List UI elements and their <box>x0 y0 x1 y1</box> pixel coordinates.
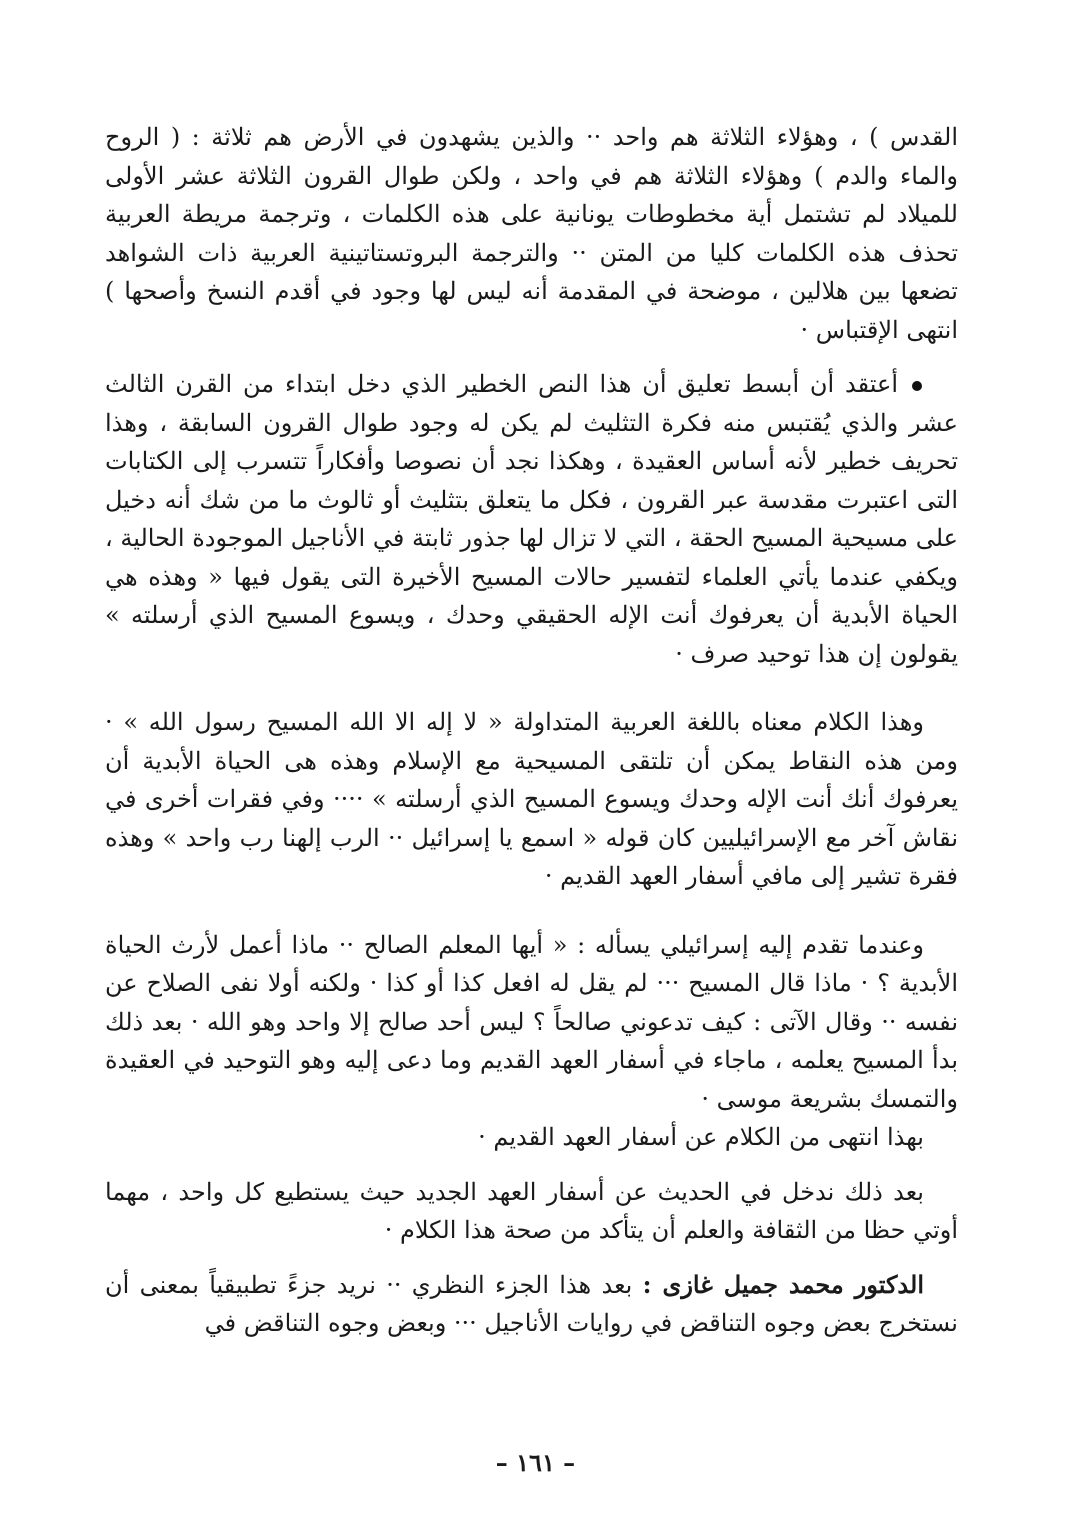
paragraph-new-testament: بعد ذلك ندخل في الحديث عن أسفار العهد الجديد حيث يستطيع كل واحد ، مهما أوتي حظا من الثقافة والعلم أن يتأكد من صحة هذا الكلام · <box>105 1177 958 1244</box>
paragraph-quote-end: القدس ) ، وهؤلاء الثلاثة هم واحد ·· والذين يشهدون في الأرض هم ثلاثة : ( الروح والماء والدم ) وهؤلاء الثلاثة هم في واحد ، ولكن طوال القرون الثلاثة عشر الأولى للميلاد لم تشتمل أية مخطوطات يونانية على هذه الكلمات ، وترجمة مريطة العربية تحذف هذه الكلمات كليا من المتن ·· والترجمة البروتستاتينية العربية ذات الشواهد تضعها بين هلالين ، موضحة في المقدمة أنه ليس لها وجود في أقدم النسخ وأصحها ) انتهى الإقتباس · <box>105 123 959 344</box>
page-number: – ١٦١ – <box>495 1448 576 1477</box>
text-body <box>105 118 958 1343</box>
paragraph-bullet-text: أعتقد أن أبسط تعليق أن هذا النص الخطير الذي دخل ابتداء من القرن الثالث عشر والذي يُقتبس منه فكرة التثليث لم يكن له وجود طوال القرون السابقة ، وهذا تحريف خطير لأنه أساس العقيدة ، وهكذا نجد أن نصوصا وأفكاراً تتسرب إلى الكتابات التى اعتبرت مقدسة عبر القرون ، فكل ما يتعلق بتثليث أو ثالوث ما من شك أنه دخيل على مسيحية المسيح الحقة ، التي لا تزال لها جذور ثابتة في الأناجيل الموجودة الحالية ، ويكفي عندما يأتي العلماء لتفسير حالات المسيح الأخيرة التى يقول فيها « وهذه هي الحياة الأبدية أن يعرفوك أنت الإله الحقيقي وحدك ، ويسوع المسيح الذي أرسلته » يقولون إن هذا توحيد صرف · <box>105 370 958 668</box>
paragraph-arabic-meaning: وهذا الكلام معناه باللغة العربية المتداولة « لا إله الا الله المسيح رسول الله » · ومن هذه النقاط يمكن أن تلتقى المسيحية مع الإسلام وهذه هى الحياة الأبدية أن يعرفوك أنك أنت الإله وحدك ويسوع المسيح الذي أرسلته » ···· وفي فقرات أخرى في نقاش آخر مع الإسرائيليين كان قوله « اسمع يا إسرائيل ·· الرب إلهنا رب واحد » وهذه فقرة تشير إلى مافي أسفار العهد القديم · <box>105 708 959 890</box>
paragraph-good-teacher: وعندما تقدم إليه إسرائيلي يسأله : « أيها المعلم الصالح ·· ماذا أعمل لأرث الحياة الأبدية ؟ · ماذا قال المسيح ··· لم يقل له افعل كذا أو كذا · ولكنه أولا نفى الصلاح عن نفسه ·· وقال الآتى : كيف تدعوني صالحاً ؟ ليس أحد صالح إلا واحد وهو الله · بعد ذلك بدأ المسيح يعلمه ، ماجاء في أسفار العهد القديم وما دعى إليه وهو التوحيد في العقيدة والتمسك بشريعة موسى · <box>105 930 959 1113</box>
bullet-icon <box>912 381 922 391</box>
paragraph-ghazi-text: بعد هذا الجزء النظري ·· نريد جزءً تطبيقياً بمعنى أن نستخرج بعض وجوه التناقض في روايات الأناجيل ··· وبعض وجوه التناقض في <box>105 1270 958 1337</box>
speaker-name: الدكتور محمد جميل غازى : <box>642 1269 924 1299</box>
paragraph-end-old-testament: بهذا انتهى من الكلام عن أسفار العهد القديم · <box>478 1123 924 1151</box>
paragraph-ghazi-intro <box>105 1266 958 1343</box>
paragraph-bullet-comment <box>105 365 958 673</box>
